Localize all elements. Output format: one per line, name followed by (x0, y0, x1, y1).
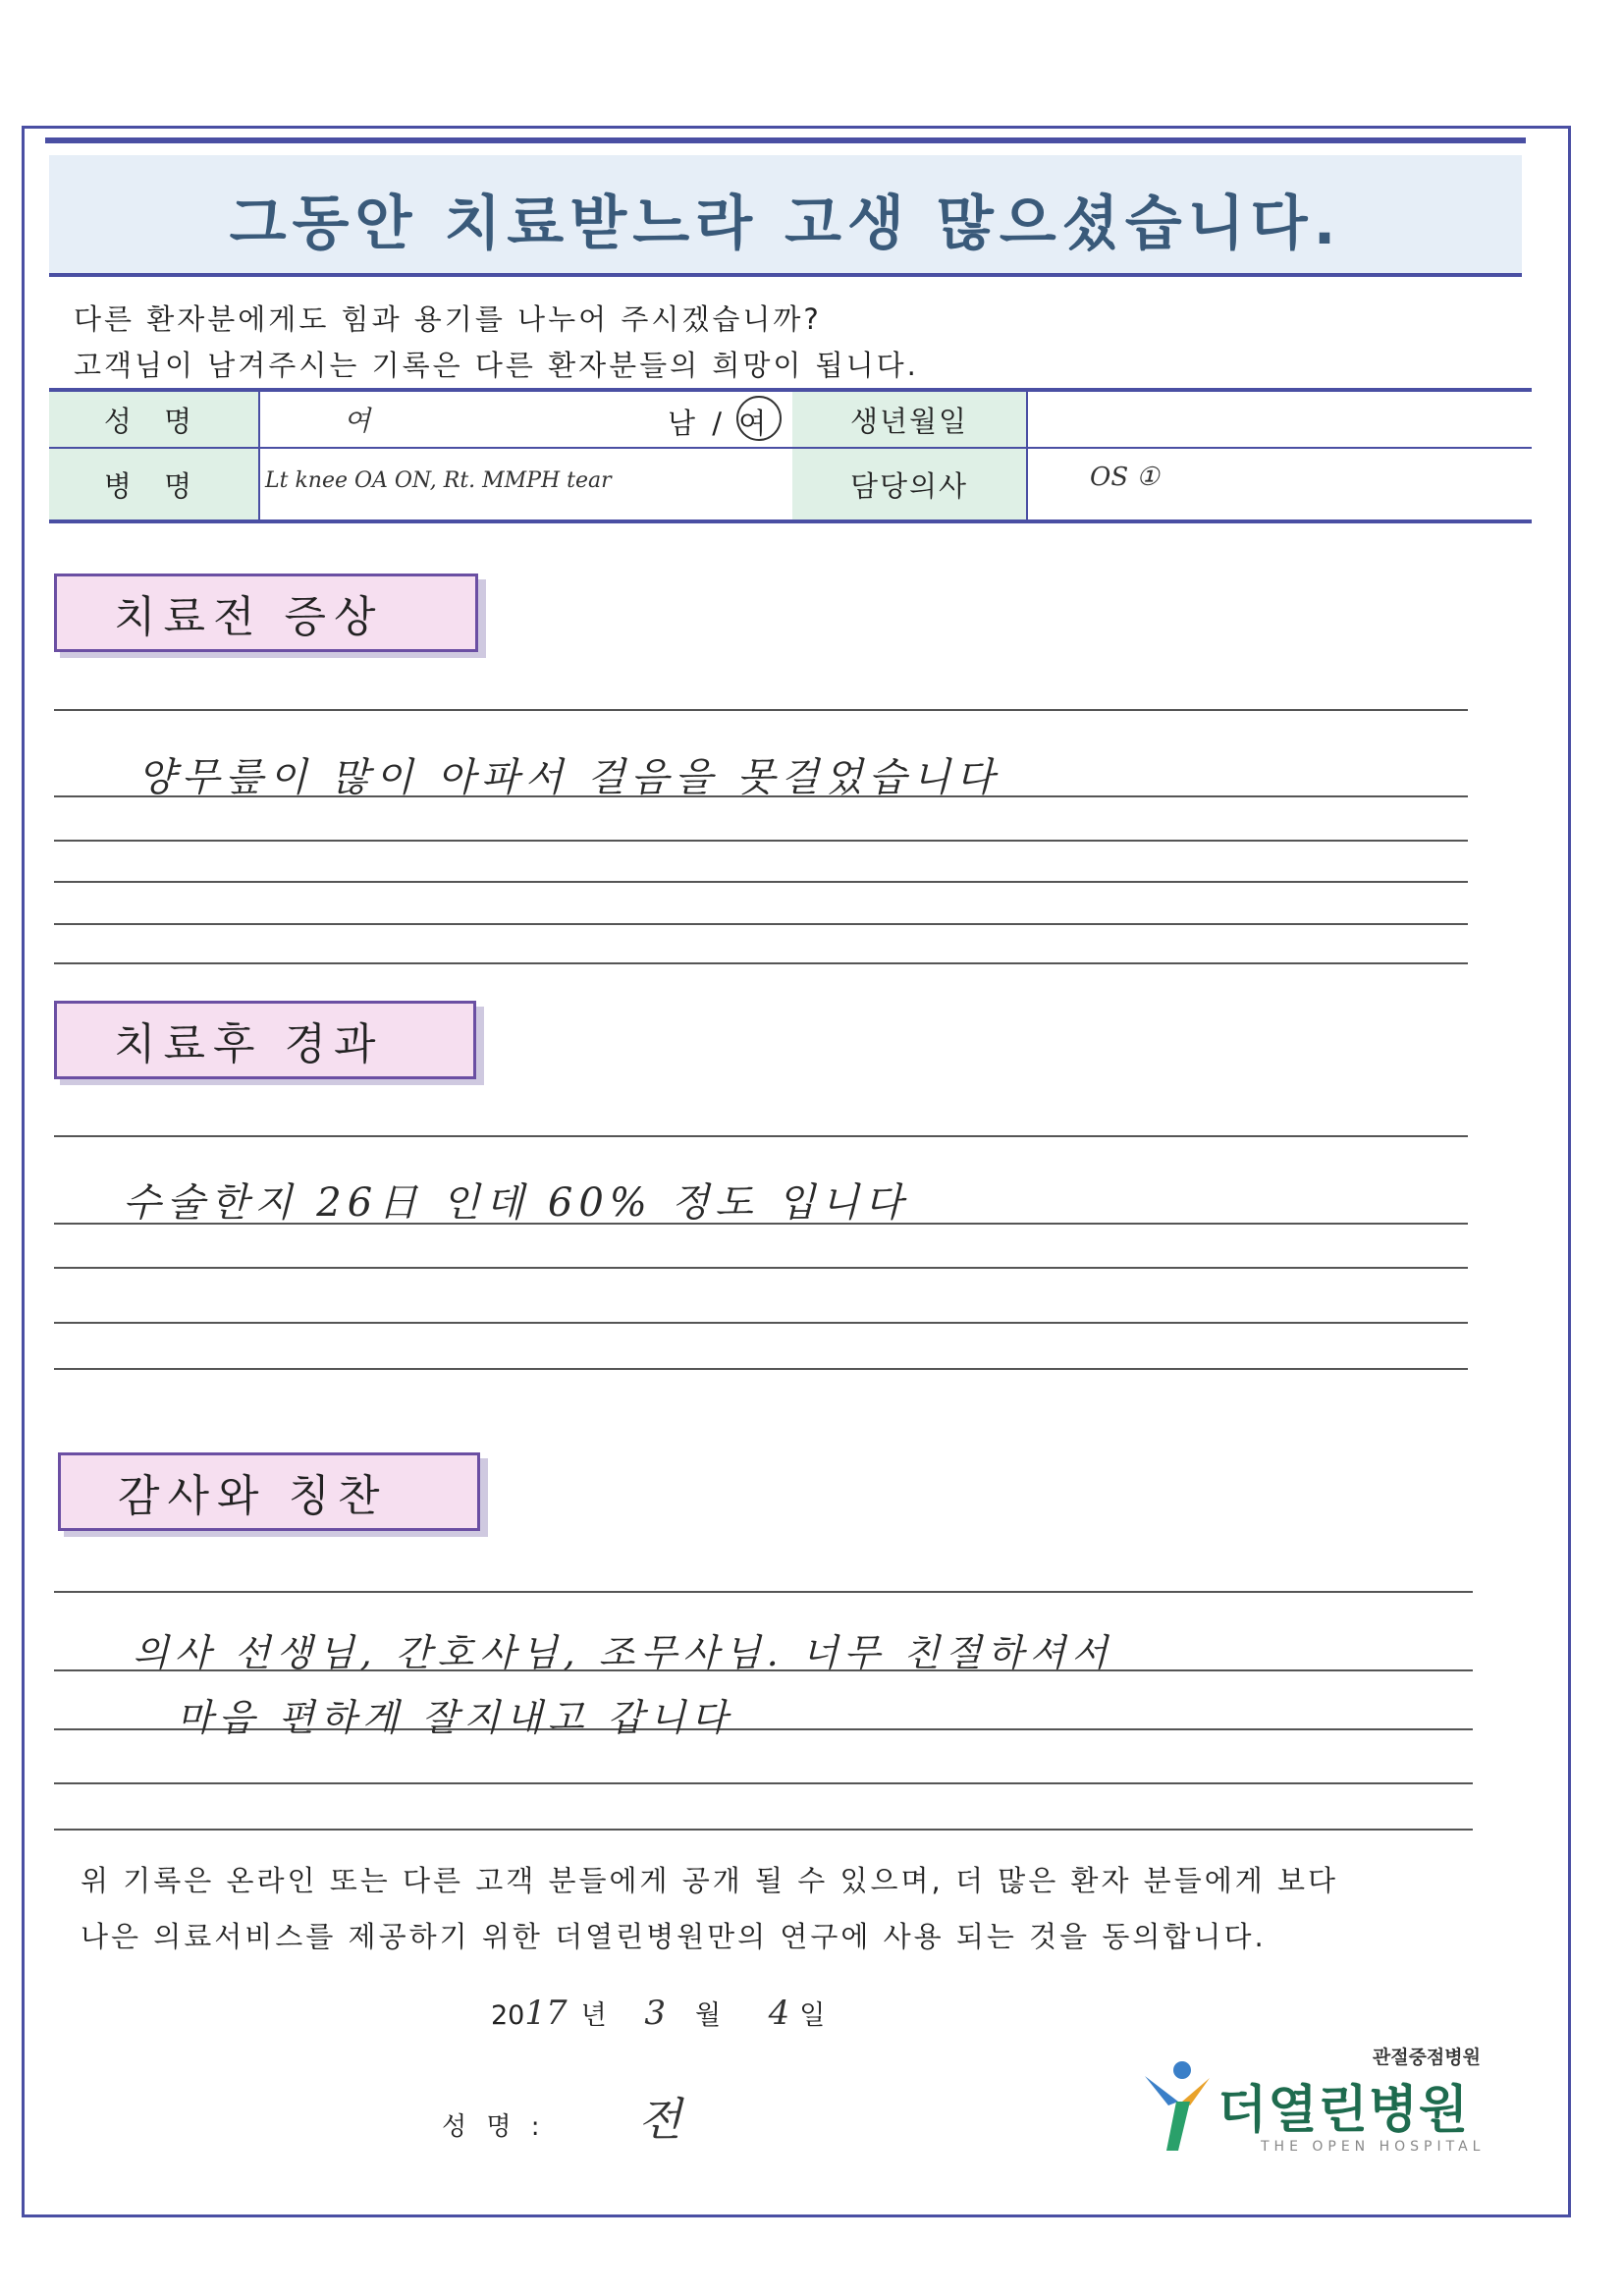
date-year-label: 년 (580, 2000, 607, 2031)
before-symptom-text: 양무릎이 많이 아파서 걸음을 못걸었습니다 (137, 755, 1001, 800)
name-label: 성 명 (49, 392, 258, 447)
logo-name: 더열린병원 (1217, 2081, 1470, 2140)
consent-line-2: 나은 의료서비스를 제공하기 위한 더열린병원만의 연구에 사용 되는 것을 동의합니다. (81, 1920, 1267, 1953)
gender-text: 남 / 여 (668, 407, 771, 440)
ruled-line (54, 1135, 1468, 1137)
signature-value: 전 (637, 2093, 688, 2146)
patient-info-table (49, 388, 1532, 523)
table-row-divider (49, 447, 1532, 449)
doctor-label: 담당의사 (792, 449, 1026, 519)
date-day-label: 일 (799, 2000, 826, 2031)
ruled-line (54, 1267, 1468, 1269)
birth-label: 생년월일 (792, 392, 1026, 447)
section-before-title: 치료전 증상 (54, 574, 478, 652)
ruled-line (54, 923, 1468, 925)
logo-english-name: THE OPEN HOSPITAL (1261, 2139, 1486, 2155)
logo-figure-icon (1139, 2056, 1217, 2164)
ruled-line (54, 1591, 1473, 1593)
ruled-line (54, 1368, 1468, 1370)
ruled-line (54, 881, 1468, 883)
table-col-divider (1026, 392, 1028, 519)
intro-line-2: 고객님이 남겨주시는 기록은 다른 환자분들의 희망이 됩니다. (74, 349, 919, 382)
consent-line-1: 위 기록은 온라인 또는 다른 고객 분들에게 공개 될 수 있으며, 더 많은 환자 분들에게 보다 (81, 1864, 1338, 1897)
hospital-logo (1139, 2043, 1492, 2170)
date-year-prefix: 20 (491, 2000, 525, 2031)
date-row (491, 1994, 825, 2033)
date-month-value: 3 (644, 1994, 666, 2033)
signature-label: 성 명 : (442, 2112, 546, 2142)
after-progress-text: 수술한지 26日 인데 60% 정도 입니다 (123, 1180, 909, 1226)
section-after-title: 치료후 경과 (54, 1001, 476, 1079)
signature-row (442, 2084, 687, 2149)
gender-circle-mark (736, 396, 782, 441)
ruled-line (54, 840, 1468, 842)
date-month-label: 월 (694, 2000, 722, 2031)
section-thanks-title: 감사와 칭찬 (58, 1452, 480, 1531)
frame-top-rule (45, 137, 1526, 143)
logo-subtitle: 관절중점병원 (1372, 2047, 1481, 2068)
intro-line-1: 다른 환자분에게도 힘과 용기를 나누어 주시겠습니까? (74, 302, 822, 336)
date-day-value: 4 (768, 1994, 790, 2033)
ruled-line (54, 709, 1468, 711)
page-title: 그동안 치료받느라 고생 많으셨습니다. (229, 190, 1342, 258)
disease-value: Lt knee OA ON, Rt. MMPH tear (265, 468, 612, 493)
ruled-line (54, 1322, 1468, 1324)
ruled-line (54, 1782, 1473, 1784)
header-band (49, 155, 1522, 277)
ruled-line (54, 962, 1468, 964)
date-year-value: 17 (524, 1994, 568, 2033)
thanks-text-line-2: 마음 편하게 잘지내고 갑니다 (177, 1696, 733, 1739)
disease-label: 병 명 (49, 449, 258, 519)
name-value: 여 (344, 405, 371, 437)
table-col-divider (258, 392, 260, 519)
doctor-value: OS ① (1090, 463, 1160, 492)
thanks-text-line-1: 의사 선생님, 간호사님, 조무사님. 너무 친절하셔서 (133, 1631, 1113, 1674)
ruled-line (54, 1829, 1473, 1831)
